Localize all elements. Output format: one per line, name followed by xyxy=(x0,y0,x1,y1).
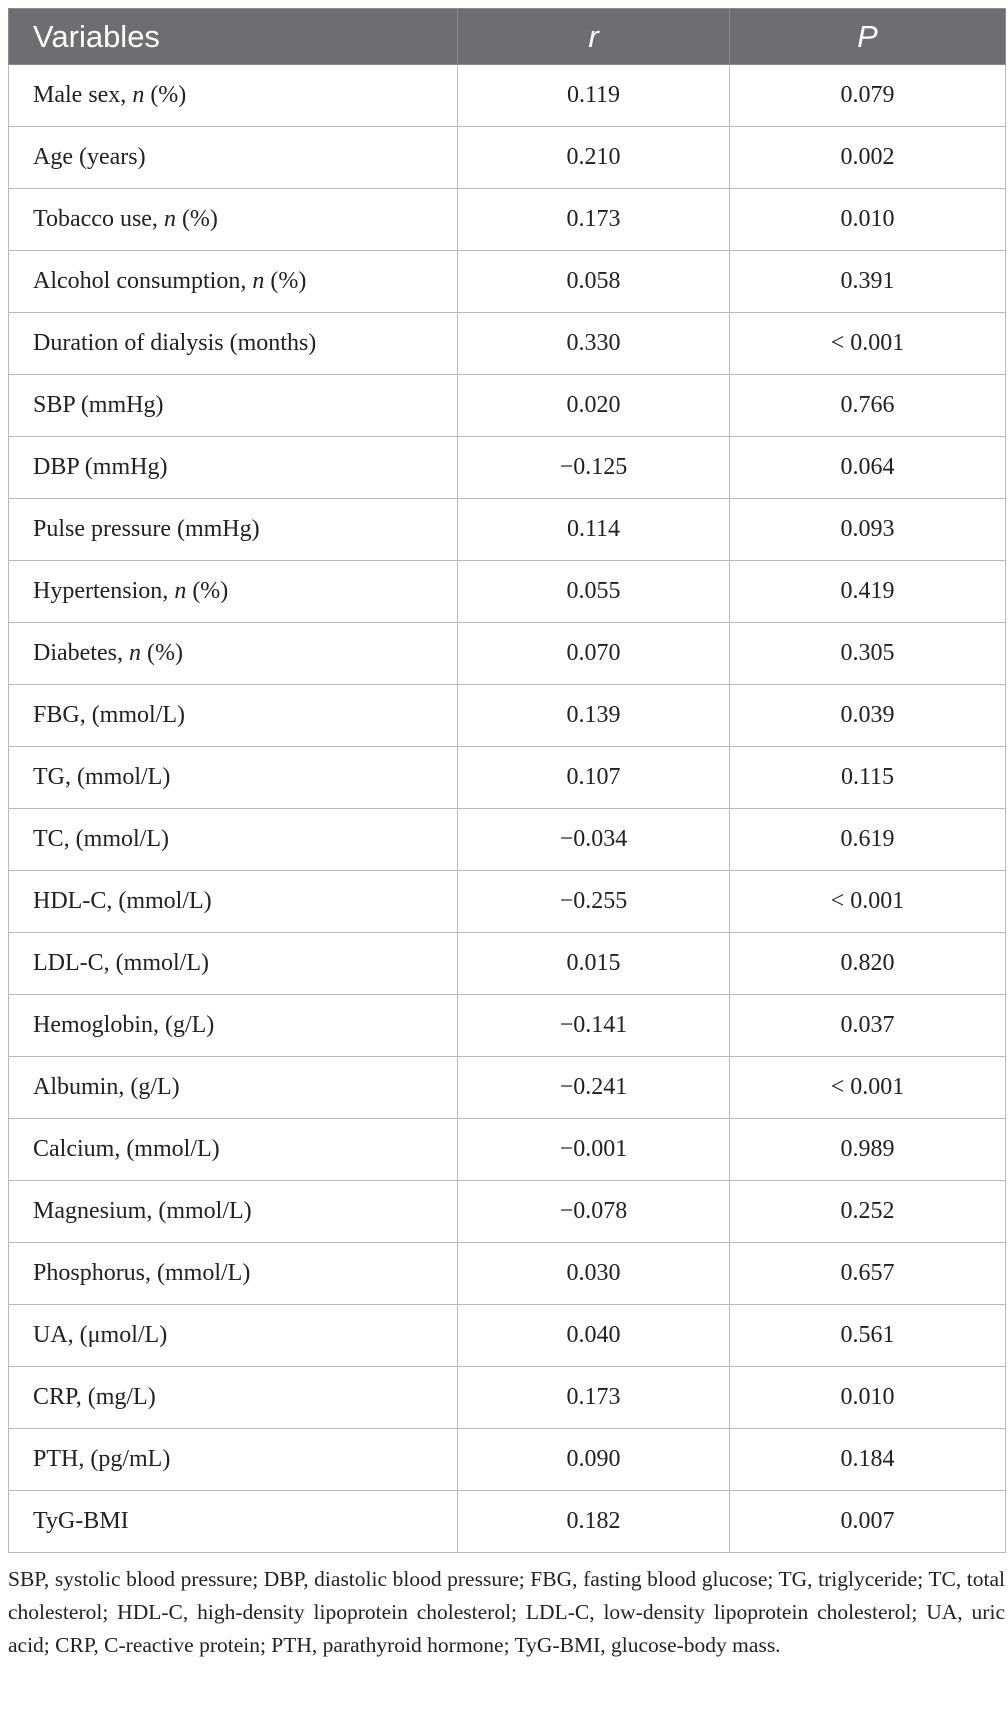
table-row xyxy=(9,375,1006,437)
r-value-cell: −0.241 xyxy=(458,1057,730,1119)
table-row xyxy=(9,685,1006,747)
table-footnote: SBP, systolic blood pressure; DBP, diastolic blood pressure; FBG, fasting blood glucose; TG, triglyceride; TC, total cholesterol; HDL-C, high-density lipoprotein cholesterol; LDL-C, low-density lipoprotein cholesterol; UA, uric acid; CRP, C-reactive protein; PTH, parathyroid hormone; TyG-BMI, glucose-body mass. xyxy=(8,1567,1005,1657)
table-row xyxy=(9,1429,1006,1491)
variable-name: TyG-BMI xyxy=(33,1508,129,1534)
p-value-cell: 0.002 xyxy=(730,127,1006,189)
r-value-cell: 0.055 xyxy=(458,561,730,623)
variable-cell xyxy=(9,933,458,995)
variable-cell xyxy=(9,1429,458,1491)
variable-cell xyxy=(9,127,458,189)
header-variables: Variables xyxy=(9,9,458,65)
variable-name: SBP (mmHg) xyxy=(33,392,164,418)
p-value-cell: 0.007 xyxy=(730,1491,1006,1553)
variable-name: Diabetes, xyxy=(33,640,129,666)
variable-name: Alcohol consumption, xyxy=(33,268,253,294)
variable-name: TG, (mmol/L) xyxy=(33,764,171,790)
variable-cell xyxy=(9,189,458,251)
header-r: r xyxy=(458,9,730,65)
table-row xyxy=(9,65,1006,127)
variable-cell xyxy=(9,65,458,127)
variable-cell xyxy=(9,1243,458,1305)
p-value-cell: 0.391 xyxy=(730,251,1006,313)
r-value-cell: 0.020 xyxy=(458,375,730,437)
variable-name: Male sex, xyxy=(33,82,133,108)
table-row xyxy=(9,1305,1006,1367)
variable-cell xyxy=(9,685,458,747)
r-value-cell: 0.210 xyxy=(458,127,730,189)
variable-cell xyxy=(9,1367,458,1429)
variable-unit: (%) xyxy=(144,82,187,108)
variable-name: FBG, (mmol/L) xyxy=(33,702,186,728)
p-value-cell: 0.766 xyxy=(730,375,1006,437)
variable-cell xyxy=(9,499,458,561)
variable-unit: (%) xyxy=(175,206,218,232)
table-row xyxy=(9,871,1006,933)
r-value-cell: 0.107 xyxy=(458,747,730,809)
variable-cell xyxy=(9,747,458,809)
r-value-cell: −0.141 xyxy=(458,995,730,1057)
r-value-cell: 0.119 xyxy=(458,65,730,127)
p-value-cell: 0.305 xyxy=(730,623,1006,685)
r-value-cell: 0.114 xyxy=(458,499,730,561)
r-value-cell: −0.034 xyxy=(458,809,730,871)
variable-name: Tobacco use, xyxy=(33,206,164,232)
variable-cell xyxy=(9,1119,458,1181)
variable-cell xyxy=(9,995,458,1057)
variable-n-italic: n xyxy=(174,578,187,604)
table-container xyxy=(8,8,1005,1662)
r-value-cell: 0.182 xyxy=(458,1491,730,1553)
variable-name: TC, (mmol/L) xyxy=(33,826,169,852)
table-row xyxy=(9,1243,1006,1305)
p-value-cell: 0.619 xyxy=(730,809,1006,871)
r-value-cell: −0.001 xyxy=(458,1119,730,1181)
variable-name: DBP (mmHg) xyxy=(33,454,168,480)
variable-name: Phosphorus, (mmol/L) xyxy=(33,1260,251,1286)
p-value-cell: 0.064 xyxy=(730,437,1006,499)
p-value-cell: 0.010 xyxy=(730,1367,1006,1429)
variable-cell xyxy=(9,561,458,623)
variable-n-italic: n xyxy=(128,640,141,666)
p-value-cell: 0.010 xyxy=(730,189,1006,251)
variable-n-italic: n xyxy=(132,82,145,108)
p-value-cell: 0.561 xyxy=(730,1305,1006,1367)
r-value-cell: 0.040 xyxy=(458,1305,730,1367)
r-value-cell: 0.090 xyxy=(458,1429,730,1491)
variable-name: Calcium, (mmol/L) xyxy=(33,1136,220,1162)
variable-cell xyxy=(9,1491,458,1553)
header-row xyxy=(9,9,1006,65)
table-header xyxy=(9,9,1006,65)
table-row xyxy=(9,809,1006,871)
r-value-cell: 0.058 xyxy=(458,251,730,313)
variable-cell xyxy=(9,313,458,375)
variable-name: Magnesium, (mmol/L) xyxy=(33,1198,252,1224)
variable-cell xyxy=(9,623,458,685)
variable-cell xyxy=(9,251,458,313)
table-row xyxy=(9,189,1006,251)
table-row xyxy=(9,1367,1006,1429)
r-value-cell: 0.139 xyxy=(458,685,730,747)
table-row xyxy=(9,437,1006,499)
variable-name: Age (years) xyxy=(33,144,146,170)
table-row xyxy=(9,1057,1006,1119)
variable-name: Hemoglobin, (g/L) xyxy=(33,1012,215,1038)
table-row xyxy=(9,747,1006,809)
table-row xyxy=(9,995,1006,1057)
variable-unit: (%) xyxy=(264,268,307,294)
p-value-cell: 0.419 xyxy=(730,561,1006,623)
variable-name: HDL-C, (mmol/L) xyxy=(33,888,212,914)
variable-cell xyxy=(9,1181,458,1243)
table-row xyxy=(9,623,1006,685)
variable-name: Pulse pressure (mmHg) xyxy=(33,516,260,542)
variable-name: Duration of dialysis (months) xyxy=(33,330,317,356)
variable-name: CRP, (mg/L) xyxy=(33,1384,156,1410)
variable-cell xyxy=(9,375,458,437)
p-value-cell: 0.657 xyxy=(730,1243,1006,1305)
p-value-cell: 0.989 xyxy=(730,1119,1006,1181)
r-value-cell: −0.255 xyxy=(458,871,730,933)
p-value-cell: < 0.001 xyxy=(730,1057,1006,1119)
p-value-cell: 0.079 xyxy=(730,65,1006,127)
variable-cell xyxy=(9,809,458,871)
variable-cell xyxy=(9,1057,458,1119)
table-row xyxy=(9,127,1006,189)
variable-unit: (%) xyxy=(140,640,183,666)
variable-cell xyxy=(9,437,458,499)
p-value-cell: 0.037 xyxy=(730,995,1006,1057)
p-value-cell: 0.039 xyxy=(730,685,1006,747)
table-row xyxy=(9,1119,1006,1181)
p-value-cell: 0.820 xyxy=(730,933,1006,995)
variable-n-italic: n xyxy=(252,268,265,294)
table-row xyxy=(9,313,1006,375)
p-value-cell: 0.115 xyxy=(730,747,1006,809)
variable-n-italic: n xyxy=(163,206,176,232)
table-row xyxy=(9,1491,1006,1553)
p-value-cell: 0.184 xyxy=(730,1429,1006,1491)
p-value-cell: 0.252 xyxy=(730,1181,1006,1243)
r-value-cell: −0.078 xyxy=(458,1181,730,1243)
variable-name: Hypertension, xyxy=(33,578,175,604)
variable-unit: (%) xyxy=(186,578,229,604)
r-value-cell: 0.330 xyxy=(458,313,730,375)
variable-name: PTH, (pg/mL) xyxy=(33,1446,171,1472)
r-value-cell: 0.030 xyxy=(458,1243,730,1305)
p-value-cell: < 0.001 xyxy=(730,313,1006,375)
table-body xyxy=(9,65,1006,1553)
table-row xyxy=(9,1181,1006,1243)
r-value-cell: 0.015 xyxy=(458,933,730,995)
variable-name: LDL-C, (mmol/L) xyxy=(33,950,209,976)
variable-name: UA, (μmol/L) xyxy=(33,1322,168,1348)
variable-name: Albumin, (g/L) xyxy=(33,1074,180,1100)
r-value-cell: 0.173 xyxy=(458,1367,730,1429)
table-row xyxy=(9,561,1006,623)
correlation-table xyxy=(8,8,1006,1553)
table-row xyxy=(9,499,1006,561)
r-value-cell: 0.070 xyxy=(458,623,730,685)
table-row xyxy=(9,251,1006,313)
p-value-cell: < 0.001 xyxy=(730,871,1006,933)
p-value-cell: 0.093 xyxy=(730,499,1006,561)
header-p: P xyxy=(730,9,1006,65)
variable-cell xyxy=(9,871,458,933)
variable-cell xyxy=(9,1305,458,1367)
table-row xyxy=(9,933,1006,995)
r-value-cell: −0.125 xyxy=(458,437,730,499)
r-value-cell: 0.173 xyxy=(458,189,730,251)
